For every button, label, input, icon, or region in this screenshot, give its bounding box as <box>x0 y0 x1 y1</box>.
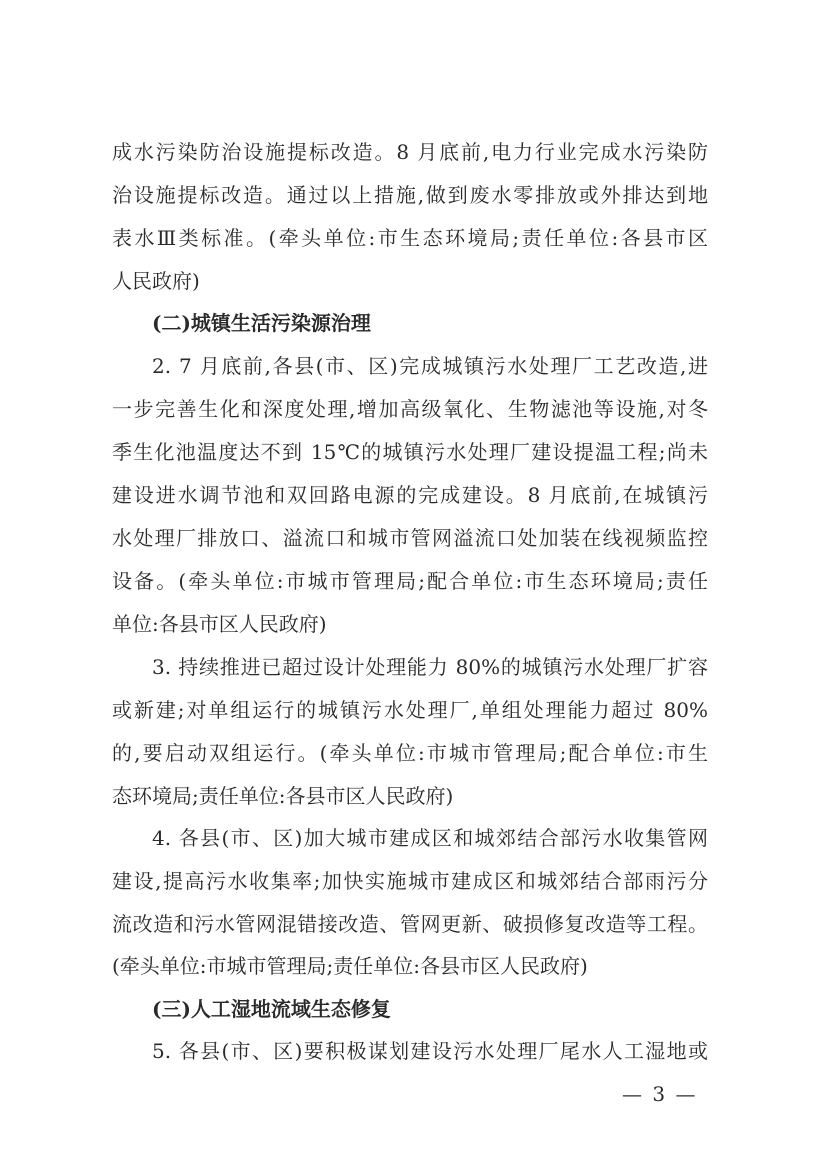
body-text-line: (牵头单位:市城市管理局;责任单位:各县市区人民政府) <box>112 954 588 978</box>
body-text-line: 3. 持续推进已超过设计处理能力 80%的城镇污水处理厂扩容 <box>152 655 708 679</box>
body-text-line: 治设施提标改造。通过以上措施,做到废水零排放或外排达到地 <box>112 183 708 207</box>
page-number: — 3 — <box>622 1082 698 1106</box>
body-text-line: 表水Ⅲ类标准。(牵头单位:市生态环境局;责任单位:各县市区 <box>112 226 708 250</box>
body-text-line: 流改造和污水管网混错接改造、管网更新、破损修复改造等工程。 <box>112 912 708 936</box>
body-text-line: 水处理厂排放口、溢流口和城市管网溢流口处加装在线视频监控 <box>112 526 708 550</box>
body-text-line: 成水污染防治设施提标改造。8 月底前,电力行业完成水污染防 <box>112 140 708 164</box>
body-text-line: 态环境局;责任单位:各县市区人民政府) <box>112 784 454 808</box>
body-text-line: 建设进水调节池和双回路电源的完成建设。8 月底前,在城镇污 <box>112 483 708 507</box>
body-text-line: 季生化池温度达不到 15℃的城镇污水处理厂建设提温工程;尚未 <box>112 440 708 464</box>
body-text-line: 4. 各县(市、区)加大城市建成区和城郊结合部污水收集管网 <box>152 826 708 850</box>
body-text-line: 的,要启动双组运行。(牵头单位:市城市管理局;配合单位:市生 <box>112 741 708 765</box>
body-text-line: 一步完善生化和深度处理,增加高级氧化、生物滤池等设施,对冬 <box>112 397 708 421</box>
body-text-line: 人民政府) <box>112 269 200 293</box>
body-text-line: 2. 7 月底前,各县(市、区)完成城镇污水处理厂工艺改造,进 <box>152 354 708 378</box>
body-text-line: 或新建;对单组运行的城镇污水处理厂,单组处理能力超过 80% <box>112 698 708 722</box>
section-heading: (二)城镇生活污染源治理 <box>152 311 371 335</box>
body-text-line: 5. 各县(市、区)要积极谋划建设污水处理厂尾水人工湿地或 <box>152 1039 708 1063</box>
section-heading: (三)人工湿地流域生态修复 <box>152 997 391 1021</box>
body-text-line: 建设,提高污水收集率;加快实施城市建成区和城郊结合部雨污分 <box>112 869 708 893</box>
body-text-line: 单位:各县市区人民政府) <box>112 612 327 636</box>
body-text-line: 设备。(牵头单位:市城市管理局;配合单位:市生态环境局;责任 <box>112 569 708 593</box>
